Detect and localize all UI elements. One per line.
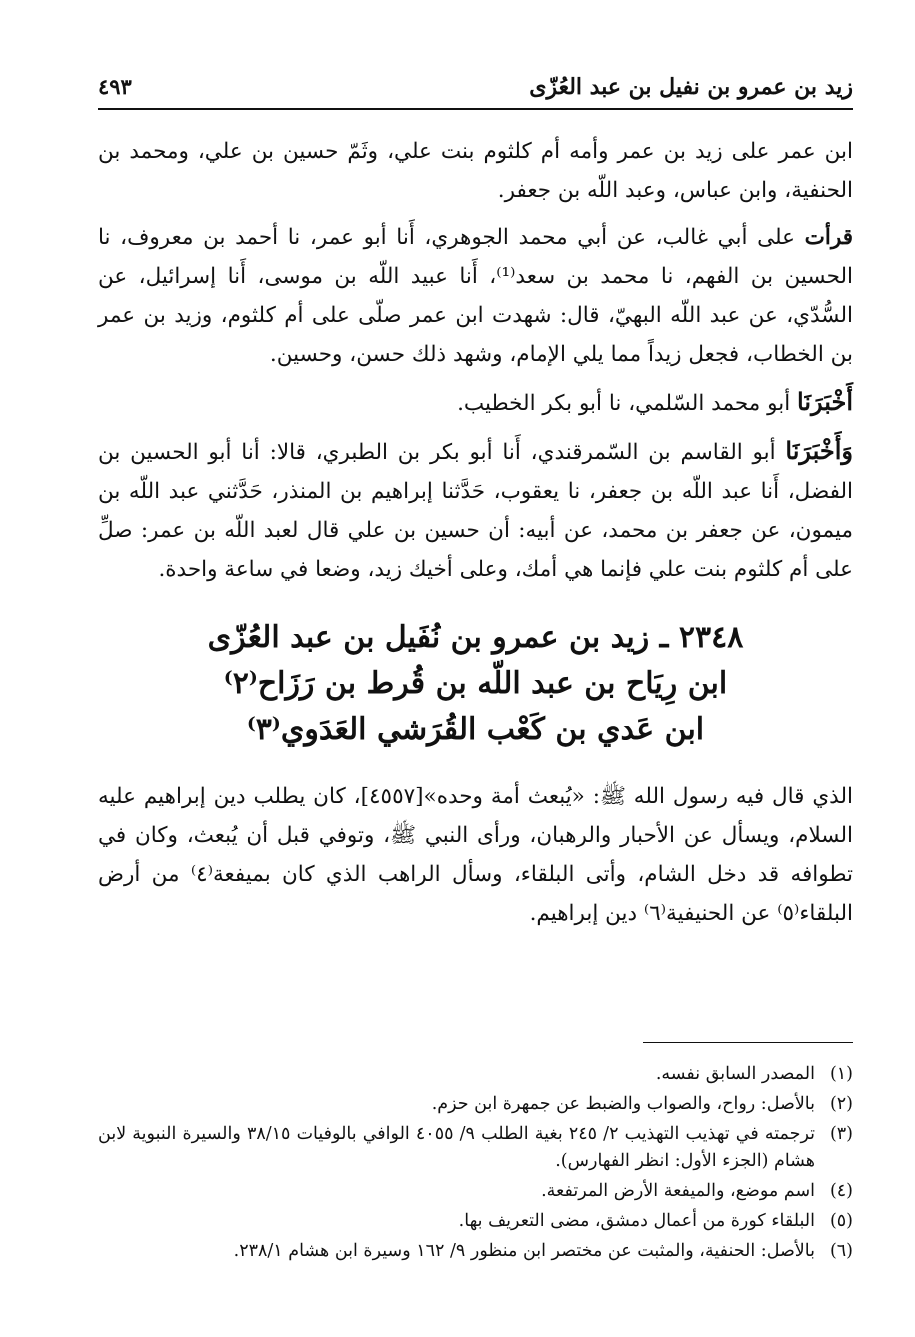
- page-number: ٤٩٣: [98, 74, 132, 99]
- footnote-number: (١): [829, 1064, 853, 1084]
- paragraph-1: ابن عمر على زيد بن عمر وأمه أم كلثوم بنت علي، وثَمّ حسين بن علي، ومحمد بن الحنفية، وابن عباس، وعبد اللّه بن جعفر.: [98, 139, 853, 203]
- paragraph-3-lead: أَخْبَرَنَا: [797, 387, 853, 416]
- paragraph-4-text: أبو القاسم بن السّمرقندي، أَنا أبو بكر بن الطبري، قالا: أنا أبو الحسين بن الفضل، أَنا عبد اللّه بن جعفر، نا يعقوب، حَدَّثنا إبراهيم بن المنذر، حَدَّثني عبد اللّه بن ميمون، عن جعفر بن محمد، عن أبيه: أن حسين بن علي قال لعبد اللّه بن عمر: صلِّ على أم كلثوم بنت علي فإنما هي أمك، وعلى أخيك زيد، وضعا في ساعة واحدة.: [98, 440, 853, 582]
- entry-title-line-3: ابن عَدي بن كَعْب القُرَشي العَدَوي⁽٣⁾: [246, 712, 705, 747]
- footnote-number: (٥): [829, 1211, 853, 1231]
- footnote-text: بالأصل: رواح، والصواب والضبط عن جمهرة ابن حزم.: [431, 1094, 815, 1114]
- footnote-6: [98, 1238, 853, 1265]
- footnote-5: [98, 1208, 853, 1235]
- page-header: [98, 68, 853, 110]
- paragraph-2-text: على أبي غالب، عن أبي محمد الجوهري، أَنا أبو عمر، نا أحمد بن معروف، نا الحسين بن الفهم، نا محمد بن سعد⁽¹⁾، أَنا عبيد اللّه بن موسى، أَنا إسرائيل، عن السُّدّي، عن عبد اللّه البهيّ، قال: شهدت ابن عمر صلّى على أم كلثوم، وزيد بن عمر بن الخطاب، فجعل زيداً مما يلي الإمام، وشهد ذلك حسن، وحسين.: [98, 225, 853, 367]
- paragraph-2-lead: قرأت: [804, 225, 853, 250]
- footnote-number: (٣): [829, 1124, 853, 1144]
- footnote-text: المصدر السابق نفسه.: [655, 1064, 815, 1084]
- entry-title-line-1: ٢٣٤٨ ـ زيد بن عمرو بن نُفَيل بن عبد العُزّى: [207, 620, 744, 655]
- paragraph-4-lead: وَأَخْبَرَنَا: [785, 436, 853, 465]
- paragraph-3-text: أبو محمد السّلمي، نا أبو بكر الخطيب.: [457, 391, 798, 416]
- footnote-3: [98, 1121, 853, 1175]
- footnote-number: (٤): [829, 1181, 853, 1201]
- main-text: [98, 132, 853, 941]
- paragraph-4: [98, 431, 853, 589]
- footnote-1: [98, 1061, 853, 1088]
- footnote-text: ترجمته في تهذيب التهذيب ٢/ ٢٤٥ بغية الطلب ٩/ ٤٠٥٥ الوافي بالوفيات ٣٨/١٥ والسيرة النبوية لابن هشام (الجزء الأول: انظر الفهارس).: [98, 1124, 815, 1171]
- footnote-4: [98, 1178, 853, 1205]
- entry-title: [98, 615, 853, 753]
- footnote-number: (٦): [829, 1241, 853, 1261]
- running-title: زيد بن عمرو بن نفيل بن عبد العُزّى: [529, 74, 853, 100]
- footnote-number: (٢): [829, 1094, 853, 1114]
- paragraph-3: [98, 382, 853, 423]
- footnote-text: البلقاء كورة من أعمال دمشق، مضى التعريف بها.: [458, 1211, 815, 1231]
- footnote-text: بالأصل: الحنفية، والمثبت عن مختصر ابن منظور ٩/ ١٦٢ وسيرة ابن هشام ٢٣٨/١.: [233, 1241, 815, 1261]
- paragraph-2: [98, 218, 853, 374]
- footnote-2: [98, 1091, 853, 1118]
- footnotes: [98, 1042, 853, 1268]
- entry-body: الذي قال فيه رسول الله ﷺ: «يُبعث أمة وحده»[٤٥٥٧]، كان يطلب دين إبراهيم عليه السلام، ويسأل عن الأحبار والرهبان، ورأى النبي ﷺ، وتوفي قبل أن يُبعث، وكان في تطوافه قد دخل الشام، وأتى البلقاء، وسأل الراهب الذي كان بميفعة⁽٤⁾ من أرض البلقاء⁽٥⁾ عن الحنيفية⁽٦⁾ دين إبراهيم.: [98, 784, 854, 926]
- entry-title-line-2: ابن رِيَاح بن عبد اللّه بن قُرط بن رَزَاح⁽٢⁾: [223, 666, 728, 701]
- footnote-divider: [643, 1042, 853, 1043]
- footnote-text: اسم موضع، والميفعة الأرض المرتفعة.: [541, 1181, 815, 1201]
